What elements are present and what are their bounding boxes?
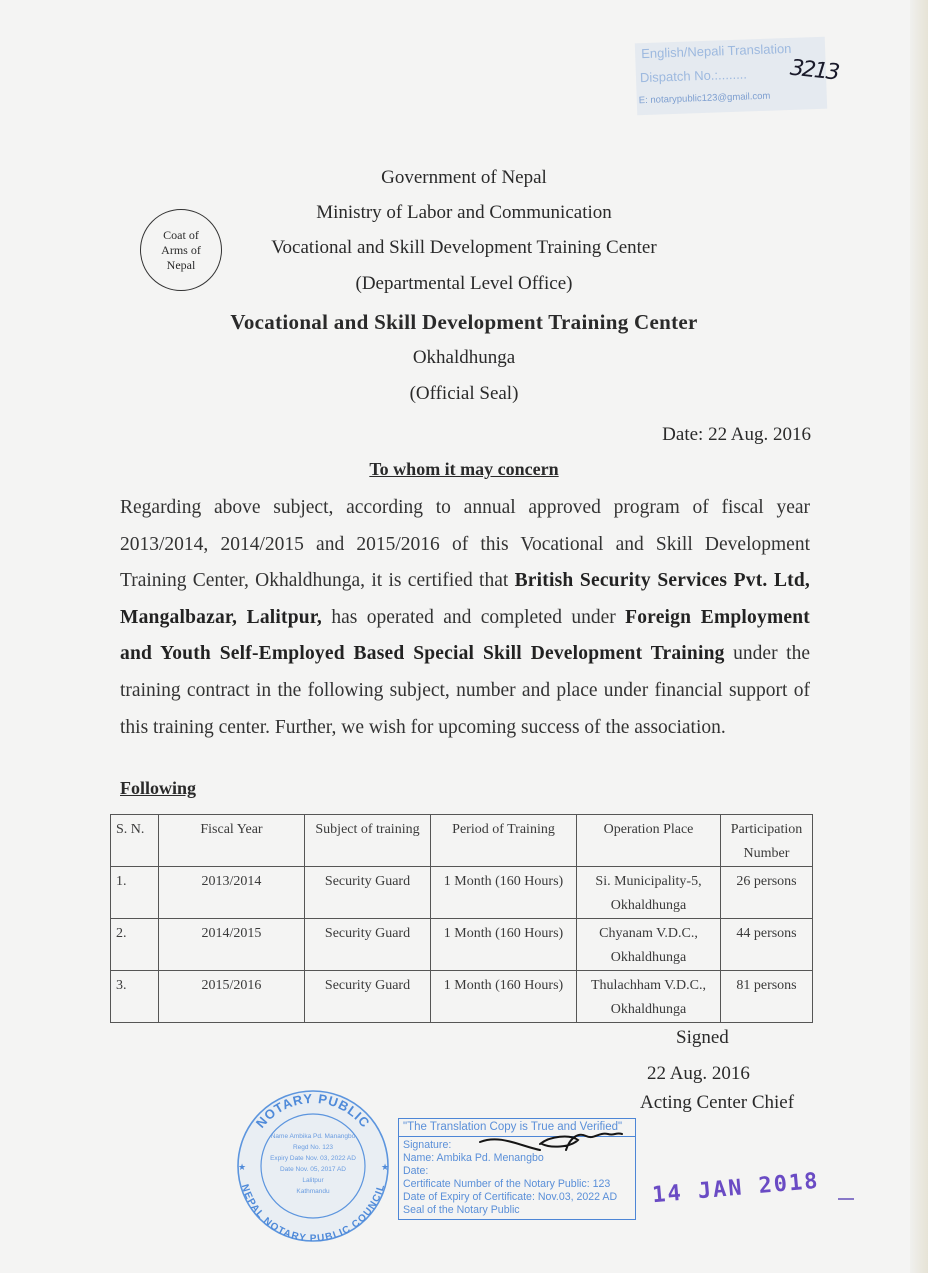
company-name: British Security Services Pvt. Ltd, Mangalbazar, Lalitpur, [120,570,810,628]
notary-signature: Signature: [403,1139,452,1151]
notary-expiry: Date of Expiry of Certificate: Nov.03, 2022 AD [403,1191,618,1203]
cell-participation: 44 persons [721,919,813,971]
letterhead-line-1: Government of Nepal [381,167,547,188]
notary-verification-box [398,1118,636,1220]
seal-inner-line: Regd No. 123 [292,1144,334,1151]
stamp-mark [838,1198,854,1200]
stamp-line-2: Dispatch No.:........ [639,66,748,86]
header-participation: Participation Number [721,815,813,867]
official-seal-note: (Official Seal) [409,383,519,404]
cell-place: Thulachham V.D.C., Okhaldhunga [577,971,721,1023]
following-label: Following [120,778,197,798]
star-icon: ★ [238,1162,247,1172]
table-row [111,919,813,971]
cell-place: Chyanam V.D.C., Okhaldhunga [577,919,721,971]
seal-outer-top: NOTARY PUBLIC [252,1090,374,1131]
header-sn: S. N. [111,815,159,867]
seal-inner-line: Date Nov. 05, 2017 AD [279,1166,347,1173]
cell-sn: 1. [111,867,159,919]
table-row [111,867,813,919]
notary-seal-label: Seal of the Notary Public [403,1204,520,1216]
subject-heading [0,459,928,480]
cell-period: 1 Month (160 Hours) [431,867,577,919]
letterhead-line-3: Vocational and Skill Development Training Center [271,237,657,258]
cell-place: Si. Municipality-5, Okhaldhunga [577,867,721,919]
cell-participation: 26 persons [721,867,813,919]
dispatch-number: 3213 [788,55,840,86]
cell-sn: 2. [111,919,159,971]
seal-inner-line: Lalitpur [302,1177,324,1184]
subject-text: To whom it may concern [369,459,559,479]
office-location: Okhaldhunga [412,347,516,368]
body-text-2: has operated and completed under [321,606,626,628]
body-paragraph [120,490,810,746]
stamp-line-3: E: notarypublic123@gmail.com [638,90,771,107]
notary-heading: "The Translation Copy is True and Verified" [399,1119,635,1137]
signoff-date: 22 Aug. 2016 [647,1063,750,1084]
body-text-3: under the training contract in the following subject, number and place under financial support of this training center. Further, we wish for upcoming success of the association. [120,643,810,738]
table-row [111,971,813,1023]
seal-outer-bottom: NEPAL NOTARY PUBLIC COUNCIL [238,1183,388,1243]
letterhead-line-4: (Departmental Level Office) [355,273,573,294]
seal-inner-line: Kathmandu [296,1188,330,1195]
cell-subject: Security Guard [305,919,431,971]
cell-sn: 3. [111,971,159,1023]
letter-date: Date: 22 Aug. 2016 [662,424,811,445]
header-fiscal-year: Fiscal Year [159,815,305,867]
header-period: Period of Training [431,815,577,867]
header-subject: Subject of training [305,815,431,867]
cell-subject: Security Guard [305,867,431,919]
training-table [110,814,813,1023]
signed-label: Signed [676,1027,729,1048]
received-date-stamp: 14 JAN 2018 [651,1168,821,1209]
cell-fiscal-year: 2014/2015 [159,919,305,971]
star-icon: ★ [381,1162,390,1172]
header-place: Operation Place [577,815,721,867]
cell-fiscal-year: 2015/2016 [159,971,305,1023]
coat-of-arms-text: Coat of Arms of Nepal [161,227,201,272]
signoff-title: Acting Center Chief [640,1092,795,1113]
office-title: Vocational and Skill Development Training Center [230,310,698,334]
body-text-1: Regarding above subject, according to annual approved program of fiscal year 2013/2014, 2014/2015 and 2015/2016 of this Vocational and Skill Development Training Center, Okhaldhunga, it is certified that [120,497,810,592]
program-name: Foreign Employment and Youth Self-Employed Based Special Skill Development Training [120,606,810,665]
cell-period: 1 Month (160 Hours) [431,919,577,971]
cell-fiscal-year: 2013/2014 [159,867,305,919]
cell-participation: 81 persons [721,971,813,1023]
cell-subject: Security Guard [305,971,431,1023]
stamp-line-1: English/Nepali Translation [640,40,792,62]
cell-period: 1 Month (160 Hours) [431,971,577,1023]
seal-inner-line: Expiry Date Nov. 03, 2022 AD [270,1155,356,1162]
letterhead-line-2: Ministry of Labor and Communication [316,202,612,223]
seal-inner-line: Name Ambika Pd. Manangbo [270,1133,356,1140]
notary-seal-stamp [236,1088,391,1243]
notary-name: Name: Ambika Pd. Menangbo [403,1152,544,1164]
page-edge-shadow [910,0,928,1273]
notary-date: Date: [403,1165,429,1177]
notary-certificate: Certificate Number of the Notary Public: 123 [403,1178,611,1190]
table-header-row [111,815,813,867]
